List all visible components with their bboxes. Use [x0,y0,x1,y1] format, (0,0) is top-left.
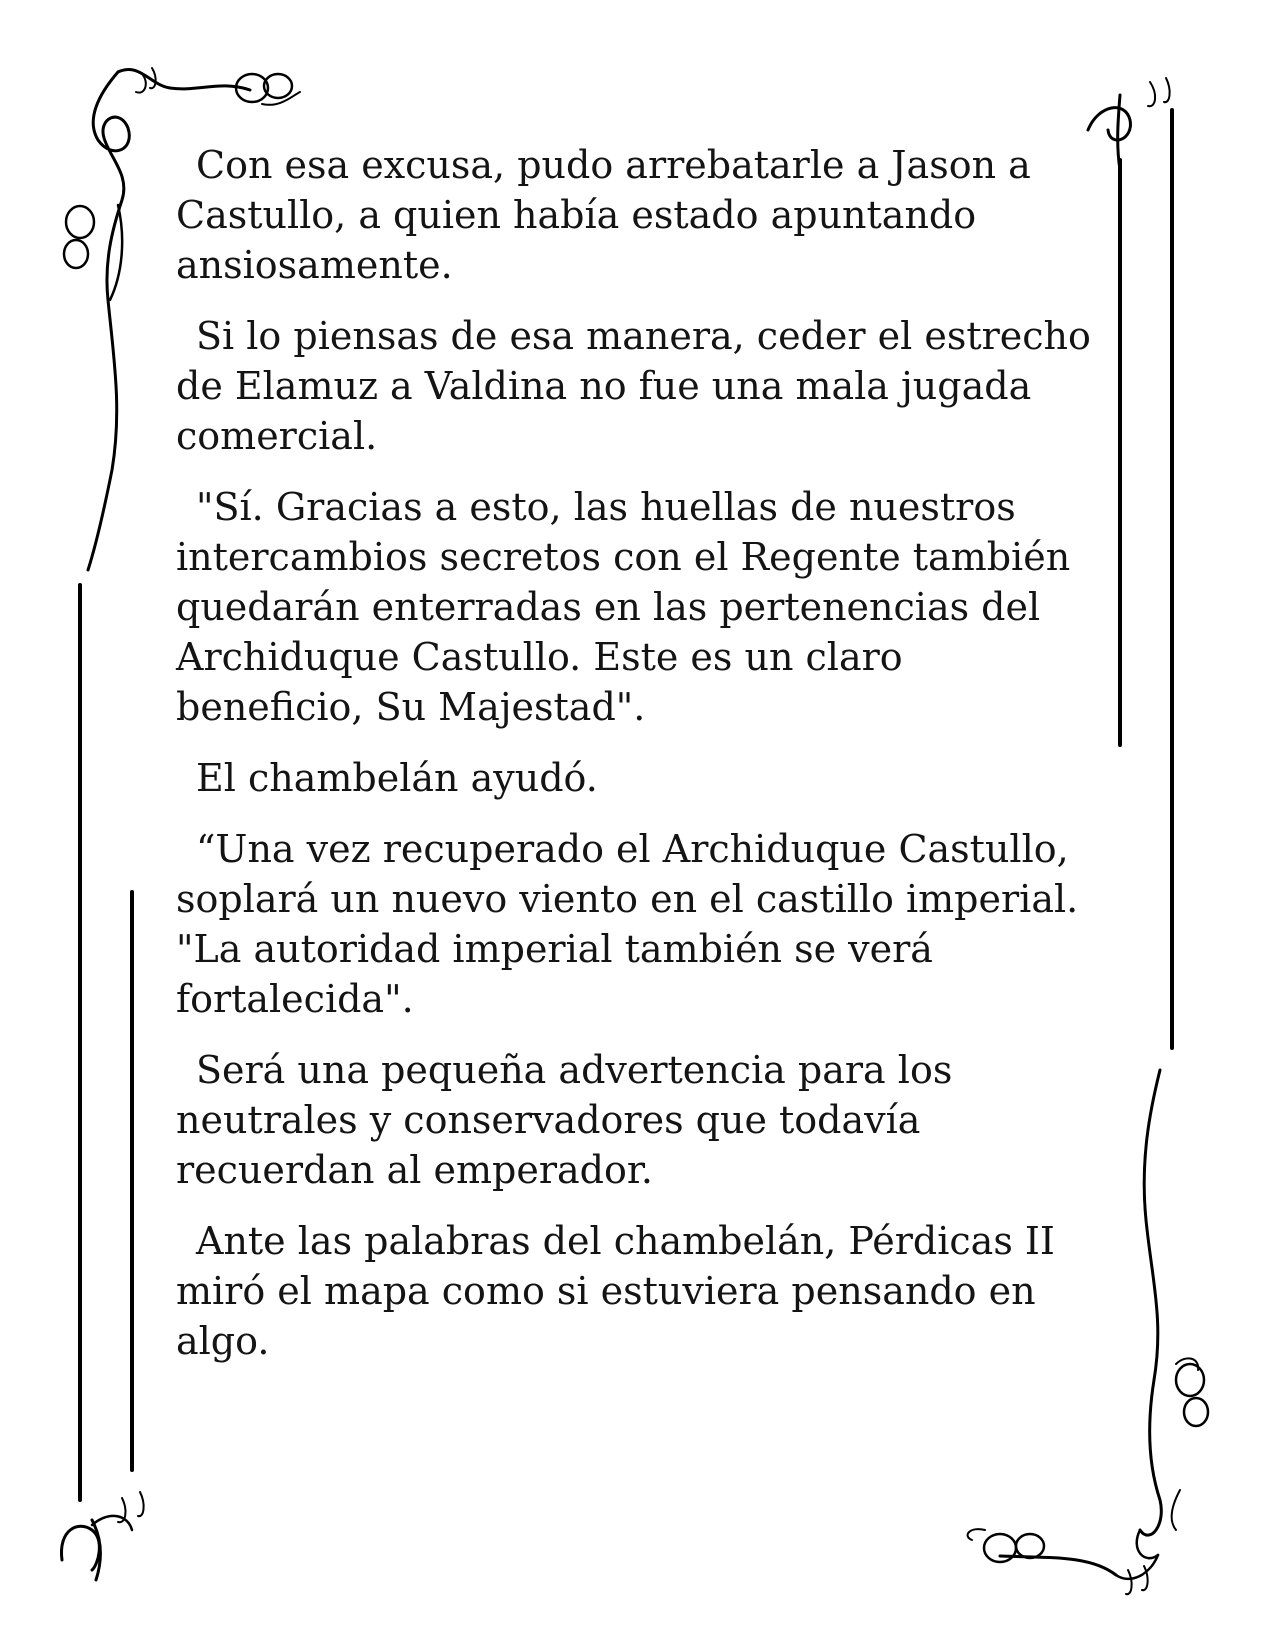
paragraph: El chambelán ayudó. [196,756,598,800]
page-text-body [176,140,1096,1387]
paragraph: Será una pequeña advertencia para los neutrales y conservadores que todavía recuerdan al emperador. [176,1048,953,1192]
paragraph: Si lo piensas de esa manera, ceder el estrecho de Elamuz a Valdina no fue una mala jugada comercial. [176,314,1091,458]
paragraph: "Sí. Gracias a esto, las huellas de nuestros intercambios secretos con el Regente también quedarán enterradas en las pertenencias del Archiduque Castullo. Este es un claro beneficio, Su Majestad". [176,485,1071,729]
flourish-top-right-icon [1088,78,1170,170]
paragraph: Ante las palabras del chambelán, Pérdicas II miró el mapa como si estuviera pensando en algo. [176,1219,1055,1363]
paragraph: Con esa excusa, pudo arrebatarle a Jason a Castullo, a quien había estado apuntando ansiosamente. [176,143,1031,287]
flourish-bottom-left-icon [61,1492,143,1580]
paragraph: “Una vez recuperado el Archiduque Castullo, soplará un nuevo viento en el castillo imperial. "La autoridad imperial también se verá fortalecida". [176,827,1079,1021]
